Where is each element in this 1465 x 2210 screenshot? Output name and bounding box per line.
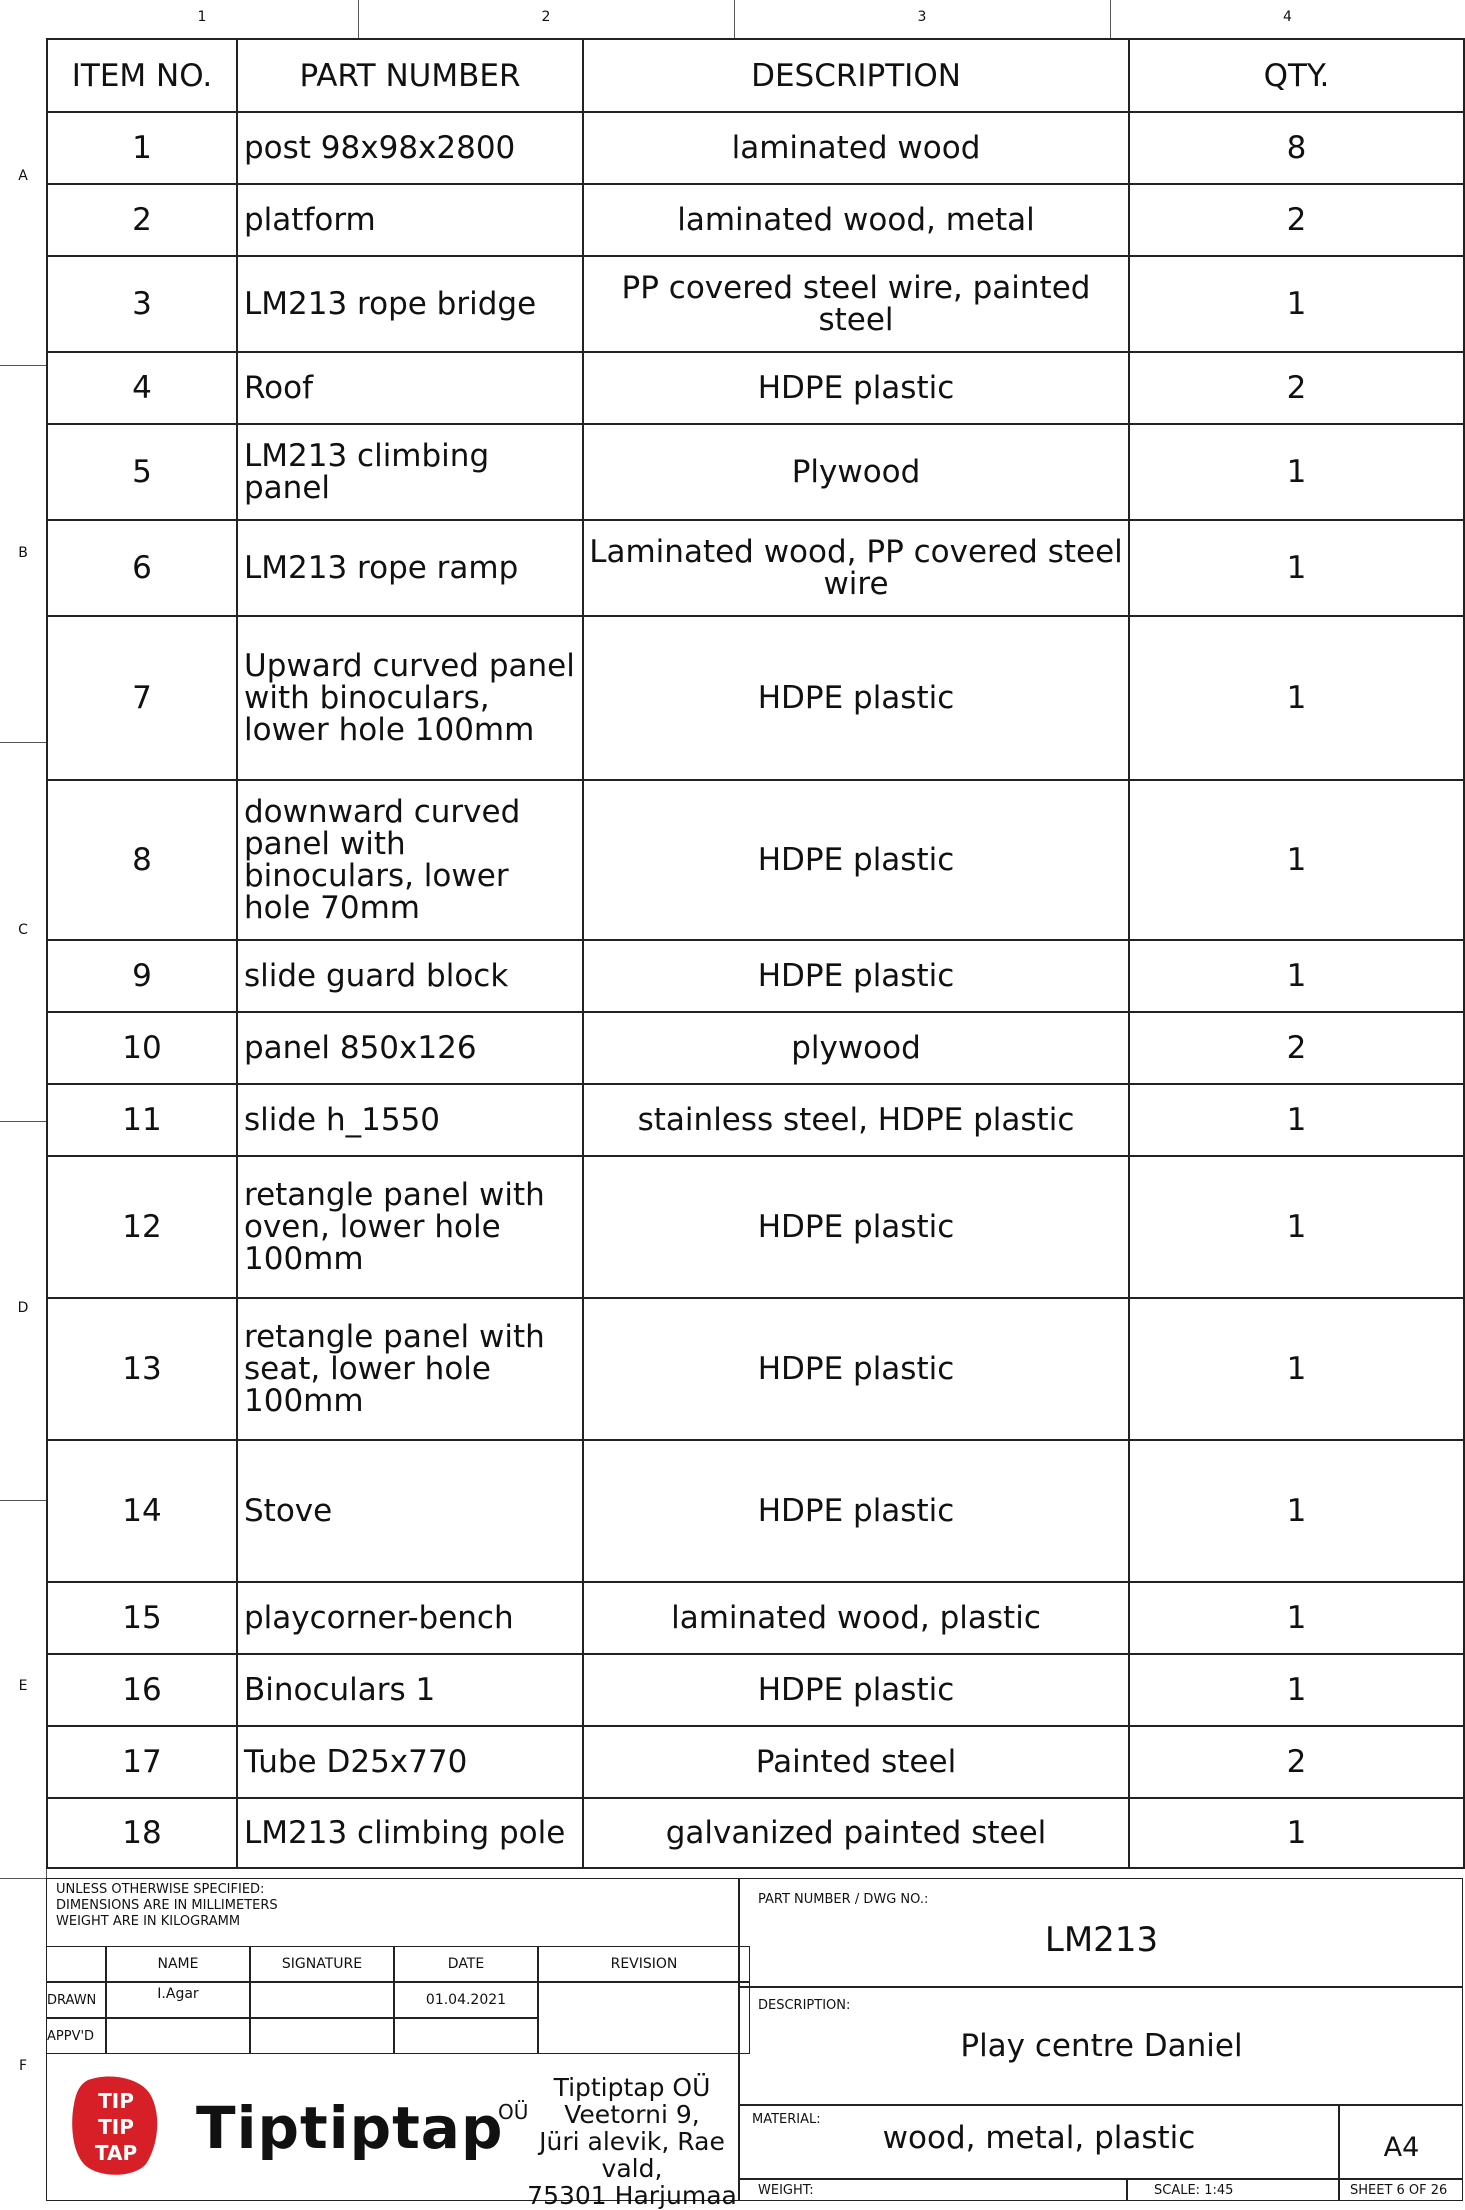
description-cell: HDPE plastic (583, 1298, 1129, 1440)
address-line-3: Jüri alevik, Rae vald, (539, 2127, 725, 2183)
description-cell: HDPE plastic (583, 352, 1129, 424)
item-no-cell: 9 (47, 940, 237, 1012)
description-value: Play centre Daniel (960, 2028, 1243, 2064)
zone-row-divider-1 (0, 365, 46, 366)
part-number-label: PART NUMBER / DWG NO.: (758, 1892, 929, 1907)
item-no-cell: 4 (47, 352, 237, 424)
bom-row (47, 940, 1464, 1012)
qty-cell: 1 (1129, 940, 1464, 1012)
appvd-date (394, 2018, 538, 2054)
part-number-cell: slide guard block (237, 940, 583, 1012)
item-no-cell: 8 (47, 780, 237, 940)
header-item-no: ITEM NO. (47, 39, 237, 112)
appvd-label: APPV'D (46, 2018, 106, 2054)
note-line-3: WEIGHT ARE IN KILOGRAMM (56, 1914, 241, 1929)
part-number-cell: slide h_1550 (237, 1084, 583, 1156)
part-number-cell: downward curved panel with binoculars, lower hole 70mm (237, 780, 583, 940)
item-no-cell: 13 (47, 1298, 237, 1440)
qty-cell: 1 (1129, 520, 1464, 616)
item-no-cell: 2 (47, 184, 237, 256)
revision-value (538, 1982, 750, 2054)
item-no-cell: 7 (47, 616, 237, 780)
zone-row-divider-5 (0, 1878, 46, 1879)
col-signature: SIGNATURE (250, 1946, 394, 1982)
item-no-cell: 5 (47, 424, 237, 520)
zone-letter-b: B (18, 545, 28, 561)
description-label: DESCRIPTION: (758, 1998, 851, 2013)
part-number-cell: Stove (237, 1440, 583, 1582)
qty-cell: 1 (1129, 256, 1464, 352)
note-line-1: UNLESS OTHERWISE SPECIFIED: (56, 1882, 265, 1897)
company-brand-suffix: OÜ (498, 2100, 529, 2124)
drawn-name: I.Agar (106, 1982, 250, 2018)
bom-row (47, 520, 1464, 616)
qty-cell: 1 (1129, 1440, 1464, 1582)
qty-cell: 2 (1129, 184, 1464, 256)
description-cell: HDPE plastic (583, 1156, 1129, 1298)
drawn-label: DRAWN (46, 1982, 106, 2018)
description-cell: HDPE plastic (583, 940, 1129, 1012)
item-no-cell: 3 (47, 256, 237, 352)
logo-text-line-1: TIP (98, 2089, 134, 2113)
zone-letter-a: A (18, 168, 28, 184)
address-line-1: Tiptiptap OÜ (553, 2073, 711, 2102)
qty-cell: 8 (1129, 112, 1464, 184)
description-cell: galvanized painted steel (583, 1798, 1129, 1868)
part-number-cell: LM213 climbing pole (237, 1798, 583, 1868)
zone-row-divider-2 (0, 742, 46, 743)
qty-cell: 1 (1129, 1654, 1464, 1726)
part-number-cell: Binoculars 1 (237, 1654, 583, 1726)
item-no-cell: 14 (47, 1440, 237, 1582)
zone-number-1: 1 (197, 9, 207, 25)
part-number-cell: panel 850x126 (237, 1012, 583, 1084)
sheet-size-value: A4 (1383, 2132, 1420, 2163)
bom-row (47, 1726, 1464, 1798)
zone-letter-c: C (18, 922, 28, 938)
description-cell: Laminated wood, PP covered steel wire (583, 520, 1129, 616)
bom-row (47, 352, 1464, 424)
company-brand: Tiptiptap (196, 2094, 504, 2162)
description-cell: HDPE plastic (583, 780, 1129, 940)
item-no-cell: 10 (47, 1012, 237, 1084)
material-value: wood, metal, plastic (882, 2120, 1196, 2156)
bom-row (47, 1298, 1464, 1440)
header-part-number: PART NUMBER (237, 39, 583, 112)
qty-cell: 1 (1129, 1084, 1464, 1156)
title-block-divider-h3 (738, 2178, 1463, 2180)
bom-row (47, 424, 1464, 520)
part-number-cell: LM213 climbing panel (237, 424, 583, 520)
qty-cell: 1 (1129, 1798, 1464, 1868)
drawn-date: 01.04.2021 (394, 1982, 538, 2018)
zone-letter-d: D (17, 1300, 29, 1316)
part-number-value: LM213 (1044, 1920, 1159, 1960)
part-number-cell: retangle panel with seat, lower hole 100mm (237, 1298, 583, 1440)
logo-text-line-3: TAP (94, 2141, 138, 2165)
bom-row (47, 1156, 1464, 1298)
title-block-divider-h2 (738, 2104, 1463, 2106)
appvd-name (106, 2018, 250, 2054)
item-no-cell: 18 (47, 1798, 237, 1868)
drawn-signature (250, 1982, 394, 2018)
grid-blank-1 (46, 1946, 106, 1982)
qty-cell: 1 (1129, 780, 1464, 940)
bom-row (47, 256, 1464, 352)
note-line-2: DIMENSIONS ARE IN MILLIMETERS (56, 1898, 278, 1913)
part-number-cell: LM213 rope ramp (237, 520, 583, 616)
weight-label: WEIGHT: (758, 2183, 814, 2198)
description-cell: PP covered steel wire, painted steel (583, 256, 1129, 352)
zone-letter-e: E (18, 1678, 28, 1694)
bom-row (47, 1654, 1464, 1726)
description-cell: laminated wood, plastic (583, 1582, 1129, 1654)
qty-cell: 1 (1129, 616, 1464, 780)
part-number-cell: Roof (237, 352, 583, 424)
description-cell: laminated wood, metal (583, 184, 1129, 256)
description-cell: HDPE plastic (583, 616, 1129, 780)
col-date: DATE (394, 1946, 538, 1982)
description-cell: plywood (583, 1012, 1129, 1084)
zone-number-2: 2 (541, 9, 551, 25)
part-number-cell: platform (237, 184, 583, 256)
header-description: DESCRIPTION (583, 39, 1129, 112)
address-line-4: 75301 Harjumaa (527, 2181, 737, 2210)
qty-cell: 1 (1129, 1582, 1464, 1654)
qty-cell: 2 (1129, 352, 1464, 424)
zone-row-divider-4 (0, 1500, 46, 1501)
description-cell: Plywood (583, 424, 1129, 520)
qty-cell: 1 (1129, 424, 1464, 520)
company-logo (70, 2074, 162, 2178)
header-qty: QTY. (1129, 39, 1464, 112)
scale-divider (1126, 2178, 1128, 2201)
zone-number-4: 4 (1283, 9, 1292, 25)
logo-badge-icon (70, 2074, 162, 2178)
bom-row (47, 1440, 1464, 1582)
item-no-cell: 16 (47, 1654, 237, 1726)
zone-letter-f: F (18, 2058, 28, 2074)
address-line-2: Veetorni 9, (564, 2100, 700, 2129)
item-no-cell: 15 (47, 1582, 237, 1654)
sheet-number: SHEET 6 OF 26 (1350, 2183, 1448, 2198)
qty-cell: 1 (1129, 1156, 1464, 1298)
bom-row (47, 1798, 1464, 1868)
qty-cell: 2 (1129, 1012, 1464, 1084)
part-number-cell: retangle panel with oven, lower hole 100mm (237, 1156, 583, 1298)
appvd-signature (250, 2018, 394, 2054)
description-cell: Painted steel (583, 1726, 1129, 1798)
scale-value: SCALE: 1:45 (1154, 2183, 1234, 2198)
title-block-divider-h1 (738, 1986, 1463, 1988)
zone-number-3: 3 (917, 9, 927, 25)
bom-header-row (47, 39, 1464, 112)
item-no-cell: 12 (47, 1156, 237, 1298)
bom-row (47, 616, 1464, 780)
item-no-cell: 6 (47, 520, 237, 616)
bom-row (47, 1084, 1464, 1156)
bom-row (47, 112, 1464, 184)
title-block (46, 1878, 1463, 2210)
part-number-cell: LM213 rope bridge (237, 256, 583, 352)
logo-text-line-2: TIP (98, 2115, 134, 2139)
part-number-cell: playcorner-bench (237, 1582, 583, 1654)
bom-row (47, 184, 1464, 256)
qty-cell: 1 (1129, 1298, 1464, 1440)
bom-row (47, 1582, 1464, 1654)
item-no-cell: 11 (47, 1084, 237, 1156)
material-label: MATERIAL: (752, 2112, 821, 2127)
bom-row (47, 1012, 1464, 1084)
zone-row-divider-3 (0, 1121, 46, 1122)
bom-row (47, 780, 1464, 940)
bill-of-materials-table (46, 38, 1465, 1869)
part-number-cell: post 98x98x2800 (237, 112, 583, 184)
description-cell: HDPE plastic (583, 1440, 1129, 1582)
col-name: NAME (106, 1946, 250, 1982)
description-cell: stainless steel, HDPE plastic (583, 1084, 1129, 1156)
company-address (526, 2074, 738, 2209)
description-cell: HDPE plastic (583, 1654, 1129, 1726)
part-number-cell: Tube D25x770 (237, 1726, 583, 1798)
qty-cell: 2 (1129, 1726, 1464, 1798)
item-no-cell: 17 (47, 1726, 237, 1798)
description-cell: laminated wood (583, 112, 1129, 184)
col-revision: REVISION (538, 1946, 750, 1982)
item-no-cell: 1 (47, 112, 237, 184)
part-number-cell: Upward curved panel with binoculars, lower hole 100mm (237, 616, 583, 780)
